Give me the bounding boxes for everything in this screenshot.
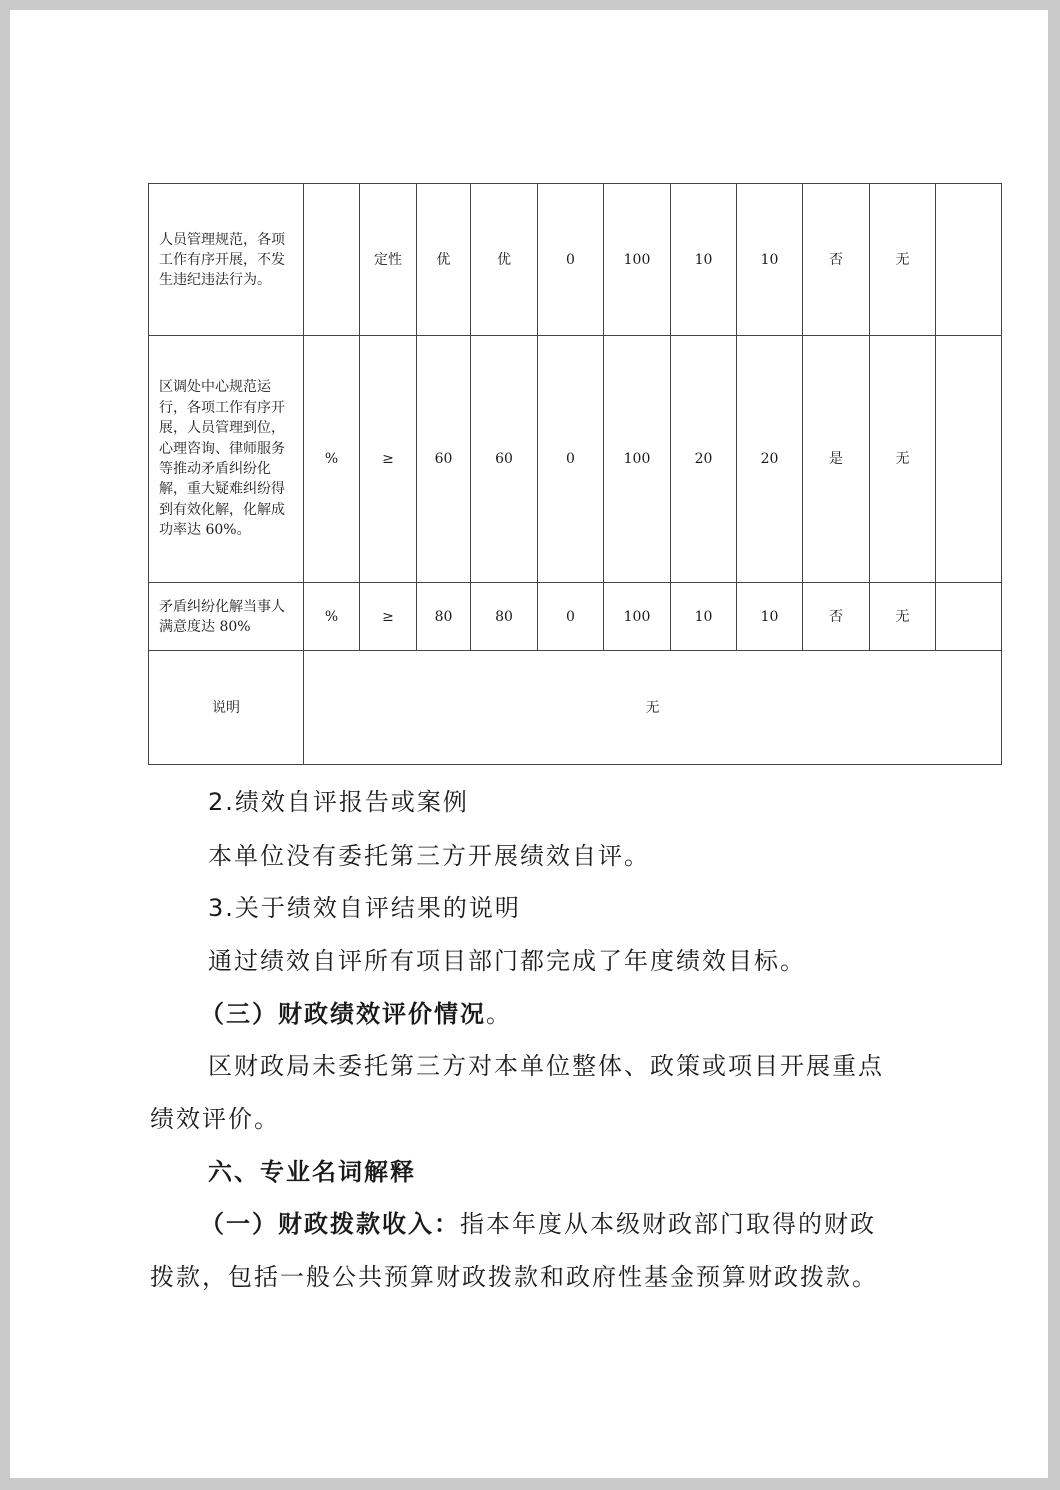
extra-cell	[936, 184, 1002, 336]
heading-self-eval-result: 3.关于绩效自评结果的说明	[208, 894, 521, 922]
actual-cell: 优	[471, 184, 538, 336]
heading-self-eval-report: 2.绩效自评报告或案例	[208, 788, 469, 816]
value-cell: 0	[538, 336, 604, 583]
flag-cell: 否	[803, 184, 870, 336]
weight-cell: 10	[671, 583, 737, 651]
flag-cell: 否	[803, 583, 870, 651]
operator-cell: ≥	[360, 583, 417, 651]
score-cell: 10	[737, 583, 803, 651]
target-cell: 80	[417, 583, 471, 651]
value-cell: 0	[538, 583, 604, 651]
paragraph-goals-completed: 通过绩效自评所有项目部门都完成了年度绩效目标。	[208, 947, 806, 975]
performance-table	[148, 183, 1002, 765]
table-row	[149, 336, 1002, 583]
value-cell: 0	[538, 184, 604, 336]
actual-cell: 80	[471, 583, 538, 651]
target-cell: 60	[417, 336, 471, 583]
paragraph-no-third-party: 本单位没有委托第三方开展绩效自评。	[208, 842, 650, 870]
weight-cell: 10	[671, 184, 737, 336]
unit-cell: %	[304, 336, 360, 583]
unit-cell: %	[304, 583, 360, 651]
unit-cell	[304, 184, 360, 336]
extra-cell	[936, 336, 1002, 583]
flag-cell: 是	[803, 336, 870, 583]
paragraph-finance-bureau: 区财政局未委托第三方对本单位整体、政策或项目开展重点	[208, 1052, 884, 1080]
actual-cell: 60	[471, 336, 538, 583]
table-row	[149, 583, 1002, 651]
value-cell: 100	[604, 583, 671, 651]
operator-cell: 定性	[360, 184, 417, 336]
target-cell: 优	[417, 184, 471, 336]
table-row	[149, 184, 1002, 336]
explanation-value: 无	[304, 651, 1002, 765]
value-cell: 100	[604, 184, 671, 336]
explanation-label: 说明	[149, 651, 304, 765]
score-cell: 10	[737, 184, 803, 336]
operator-cell: ≥	[360, 336, 417, 583]
extra-cell	[936, 583, 1002, 651]
indicator-cell: 矛盾纠纷化解当事人满意度达 80%	[149, 583, 304, 651]
indicator-cell: 人员管理规范，各项工作有序开展，不发生违纪违法行为。	[149, 184, 304, 336]
document-page	[10, 10, 1048, 1478]
value-cell: 100	[604, 336, 671, 583]
heading-glossary: 六、专业名词解释	[208, 1158, 416, 1186]
note-cell: 无	[870, 184, 936, 336]
weight-cell: 20	[671, 336, 737, 583]
note-cell: 无	[870, 336, 936, 583]
heading-fiscal-evaluation: （三）财政绩效评价情况。	[200, 1000, 512, 1028]
indicator-cell: 区调处中心规范运行，各项工作有序开展，人员管理到位，心理咨询、律师服务等推动矛盾纠纷化解，重大疑难纠纷得到有效化解，化解成功率达 60%。	[149, 336, 304, 583]
paragraph-fiscal-appropriation-cont: 拨款，包括一般公共预算财政拨款和政府性基金预算财政拨款。	[150, 1263, 878, 1291]
note-cell: 无	[870, 583, 936, 651]
paragraph-finance-bureau-cont: 绩效评价。	[150, 1105, 280, 1133]
paragraph-fiscal-appropriation: （一）财政拨款收入：指本年度从本级财政部门取得的财政	[200, 1210, 876, 1238]
explanation-row	[149, 651, 1002, 765]
score-cell: 20	[737, 336, 803, 583]
